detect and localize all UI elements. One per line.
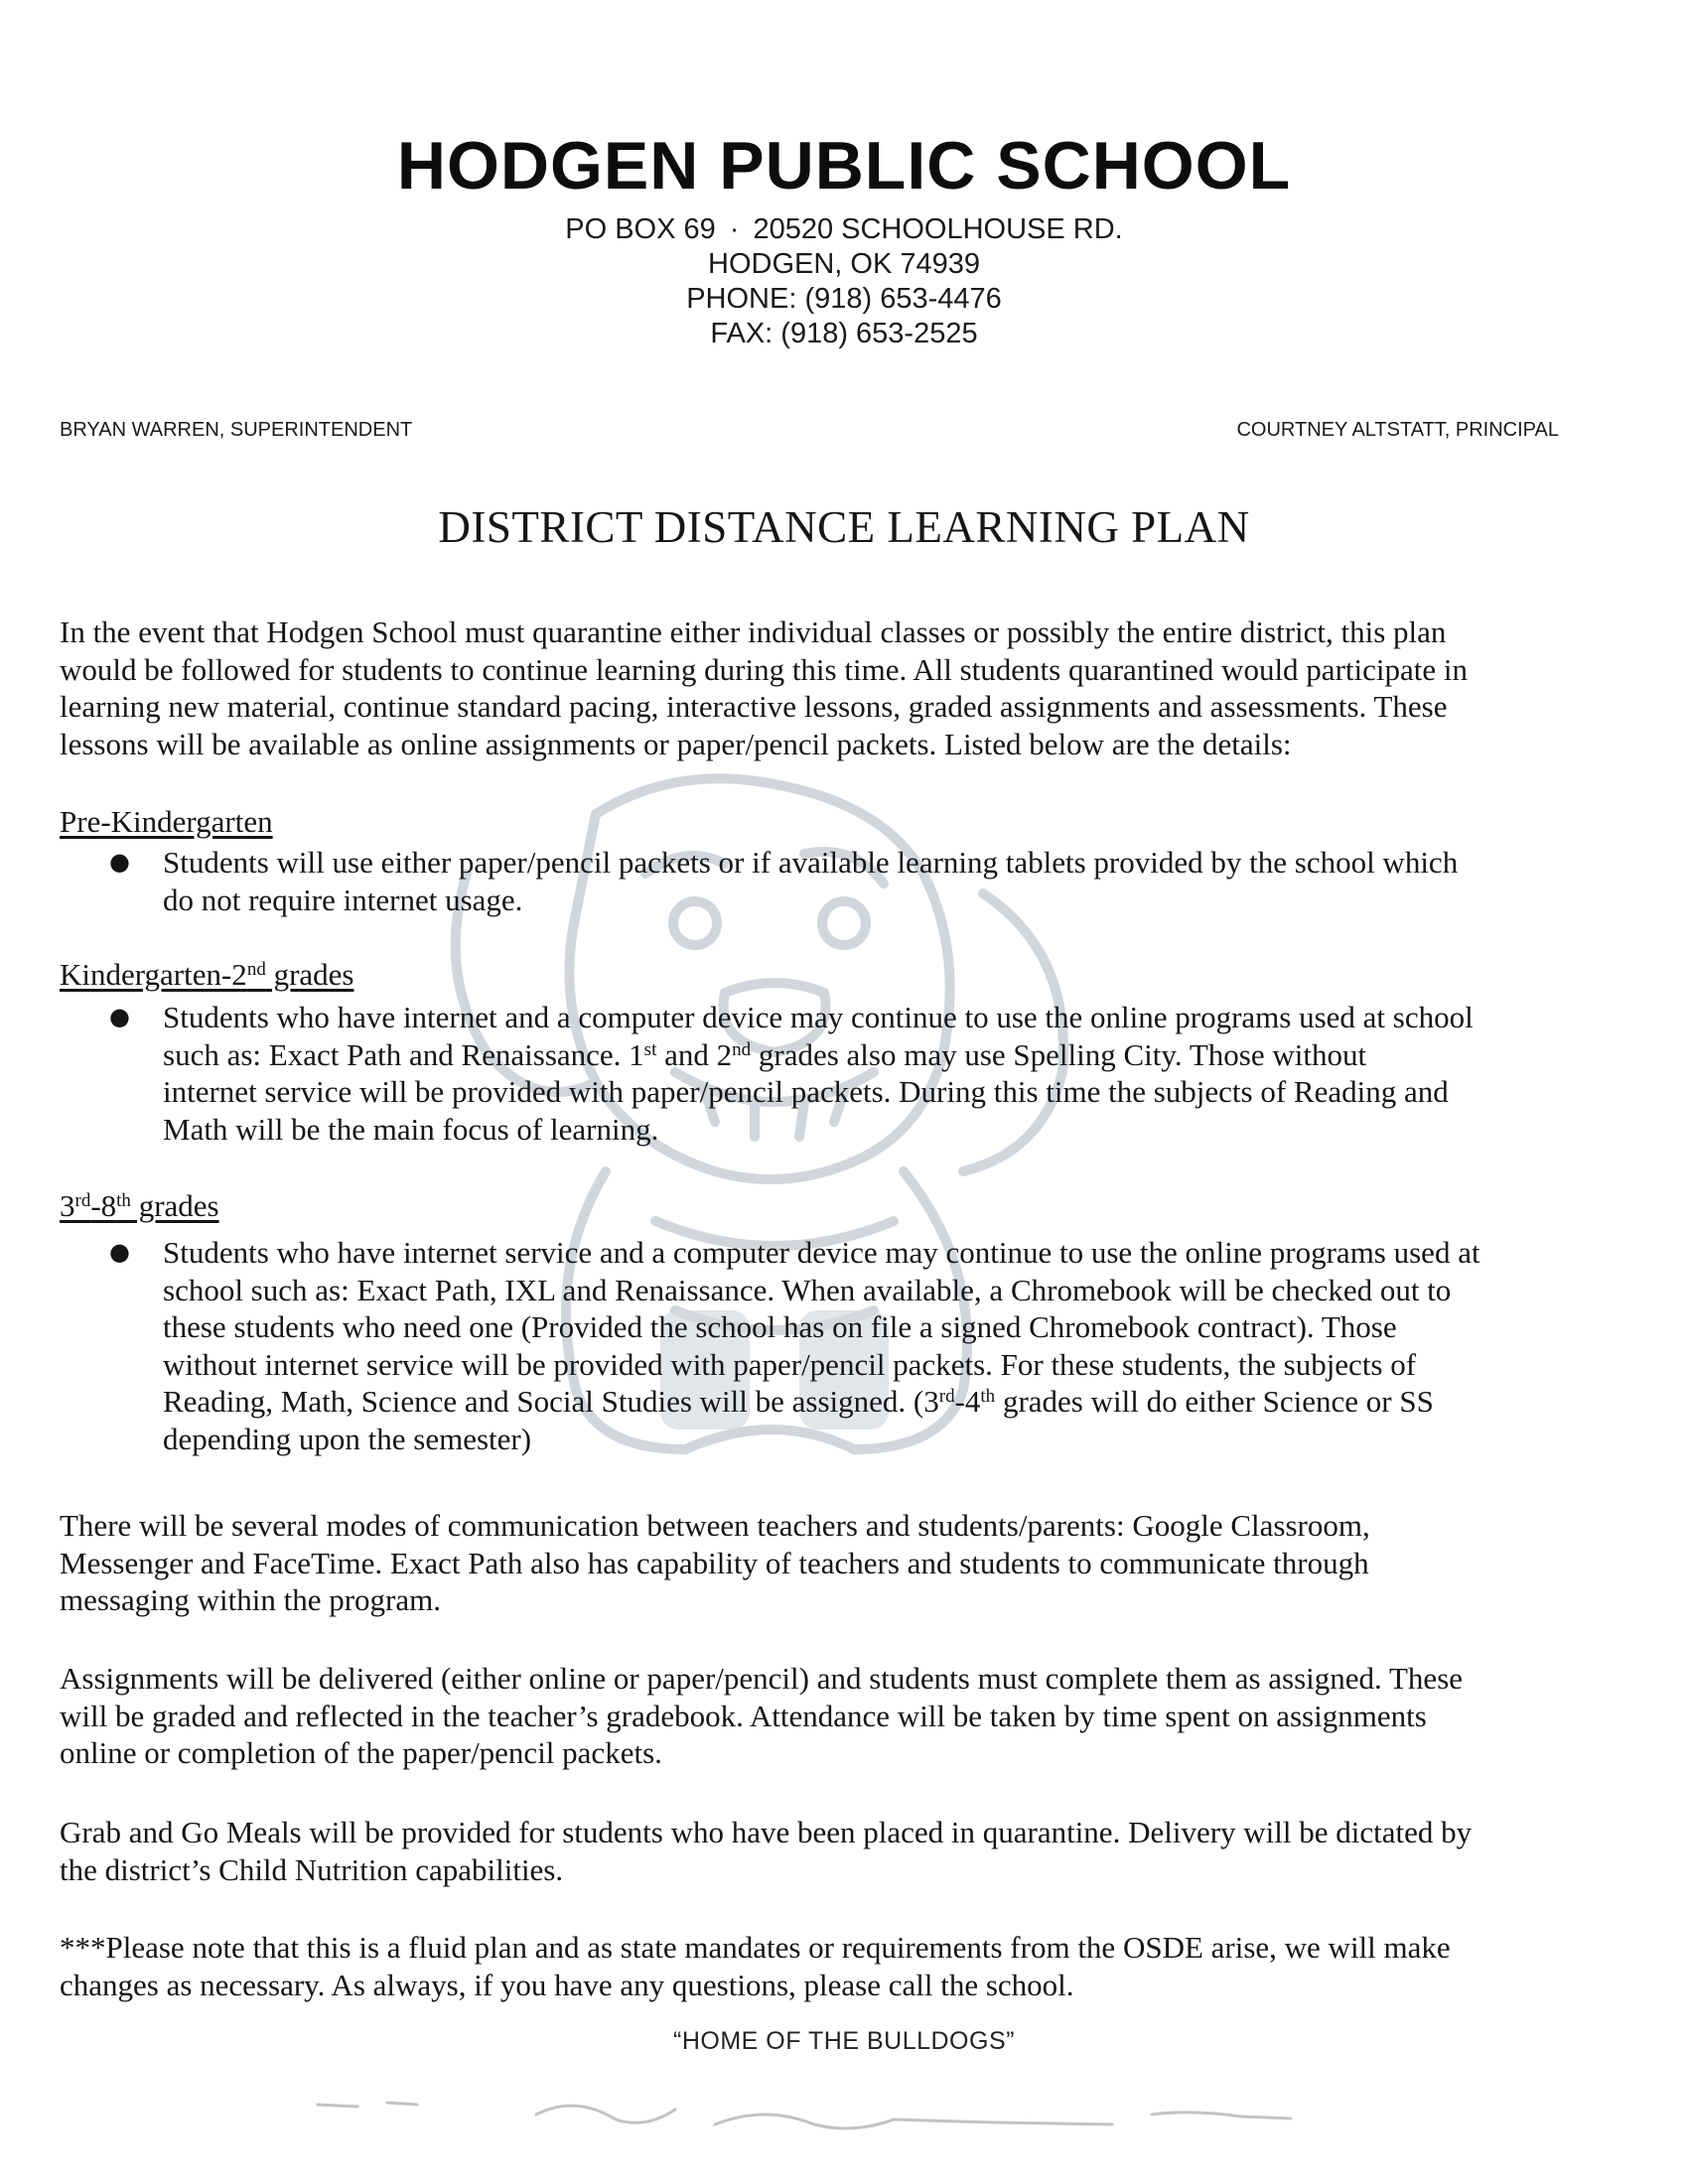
text-run: grades will do either Science or SS <box>995 1384 1434 1419</box>
heading-superscript: th <box>116 1190 131 1211</box>
section-heading-3-8 <box>60 1187 219 1225</box>
prek-bullet-text <box>163 844 1642 918</box>
meals-paragraph <box>60 1814 1638 1888</box>
note-paragraph <box>60 1929 1638 2003</box>
assignments-paragraph <box>60 1660 1638 1772</box>
intro-paragraph <box>60 614 1638 762</box>
bullet-line: internet service will be provided with paper/pencil packets. During this time the subjects of Reading and <box>163 1074 1449 1109</box>
paragraph-line: changes as necessary. As always, if you have any questions, please call the school. <box>60 1967 1074 2002</box>
communication-paragraph <box>60 1507 1638 1619</box>
section-heading-prek: Pre-Kindergarten <box>60 804 273 839</box>
street-address: 20520 SCHOOLHOUSE RD. <box>753 213 1123 245</box>
bullet-line: school such as: Exact Path, IXL and Renaissance. When available, a Chromebook will be checked out to <box>163 1272 1452 1307</box>
text-run: and 2 <box>656 1036 733 1072</box>
school-name: HODGEN PUBLIC SCHOOL <box>396 128 1292 204</box>
bullet-line: Students who have internet service and a computer device may continue to use the online programs used at <box>163 1235 1480 1270</box>
bullet-line: depending upon the semester) <box>163 1421 532 1456</box>
superintendent-name: BRYAN WARREN, SUPERINTENDENT <box>60 419 413 441</box>
k2-bullet-text <box>163 999 1642 1148</box>
bullet-icon: ● <box>109 1238 130 1266</box>
intro-line: lessons will be available as online assignments or paper/pencil packets. Listed below are the details: <box>60 726 1292 761</box>
fax-number: FAX: (918) 653-2525 <box>710 318 978 349</box>
paragraph-line: Grab and Go Meals will be provided for students who have been placed in quarantine. Delivery will be dictated by <box>60 1815 1473 1849</box>
heading-text: grades <box>265 957 354 992</box>
intro-line: would be followed for students to continue learning during this time. All students quarantined would participate in <box>60 651 1468 687</box>
text-run: such as: Exact Path and Renaissance. 1 <box>163 1036 644 1072</box>
bullet-line <box>163 1383 1642 1421</box>
grades-3-8-bullet-text <box>163 1234 1642 1457</box>
heading-text: grades <box>130 1188 219 1223</box>
paragraph-line: online or completion of the paper/pencil packets. <box>60 1735 662 1770</box>
po-box: PO BOX 69 <box>565 213 716 245</box>
paragraph-line: Assignments will be delivered (either online or paper/pencil) and students must complete them as assigned. These <box>60 1661 1464 1696</box>
paragraph-line: There will be several modes of communication between teachers and students/parents: Google Classroom, <box>60 1508 1370 1543</box>
bullet-icon: ● <box>109 1003 130 1030</box>
superscript: st <box>643 1038 657 1060</box>
bullet-line <box>163 1036 1642 1074</box>
heading-text: -8 <box>90 1188 117 1223</box>
superscript: rd <box>938 1386 955 1407</box>
bullet-line: Students who have internet and a computer device may continue to use the online programs used at school <box>163 1000 1474 1034</box>
principal-name: COURTNEY ALTSTATT, PRINCIPAL <box>1236 419 1559 441</box>
text-run: -4 <box>954 1384 981 1419</box>
heading-superscript: rd <box>74 1190 91 1211</box>
intro-line: learning new material, continue standard pacing, interactive lessons, graded assignments and assessments. These <box>60 689 1448 724</box>
heading-text: Kindergarten-2 <box>60 957 247 992</box>
bullet-icon: ● <box>109 848 130 876</box>
intro-line: In the event that Hodgen School must quarantine either individual classes or possibly the entire district, this plan <box>60 614 1447 649</box>
paragraph-line: messaging within the program. <box>60 1582 441 1617</box>
text-run: grades also may use Spelling City. Those without <box>751 1036 1367 1072</box>
section-heading-k2 <box>60 956 353 994</box>
footer-motto: “HOME OF THE BULLDOGS” <box>673 2027 1015 2055</box>
city-state-zip: HODGEN, OK 74939 <box>708 248 980 280</box>
heading-text: 3 <box>60 1188 75 1223</box>
superscript: nd <box>732 1038 752 1060</box>
address-separator: · <box>729 213 740 245</box>
heading-superscript: nd <box>246 959 266 980</box>
paragraph-line: the district’s Child Nutrition capabilities. <box>60 1851 564 1887</box>
phone-number: PHONE: (918) 653-4476 <box>686 283 1002 315</box>
bullet-line: Students will use either paper/pencil packets or if available learning tablets provided by the school which <box>163 845 1459 880</box>
bullet-line: without internet service will be provided with paper/pencil packets. For these students, the subjects of <box>163 1346 1417 1382</box>
superscript: th <box>980 1386 996 1407</box>
paragraph-line: ***Please note that this is a fluid plan and as state mandates or requirements from the OSDE arise, we will make <box>60 1930 1451 1965</box>
address-line-1 <box>0 213 1688 246</box>
footer-scan-artifact-icon <box>298 2075 1390 2154</box>
bullet-line: Math will be the main focus of learning. <box>163 1111 659 1147</box>
text-run: Reading, Math, Science and Social Studies will be assigned. (3 <box>163 1384 939 1419</box>
paragraph-line: will be graded and reflected in the teacher’s gradebook. Attendance will be taken by time spent on assignments <box>60 1698 1427 1733</box>
bullet-line: do not require internet usage. <box>163 882 523 917</box>
bullet-line: these students who need one (Provided the school has on file a signed Chromebook contract). Those <box>163 1309 1397 1344</box>
document-title: DISTRICT DISTANCE LEARNING PLAN <box>438 502 1250 552</box>
paragraph-line: Messenger and FaceTime. Exact Path also has capability of teachers and students to communicate through <box>60 1545 1369 1580</box>
